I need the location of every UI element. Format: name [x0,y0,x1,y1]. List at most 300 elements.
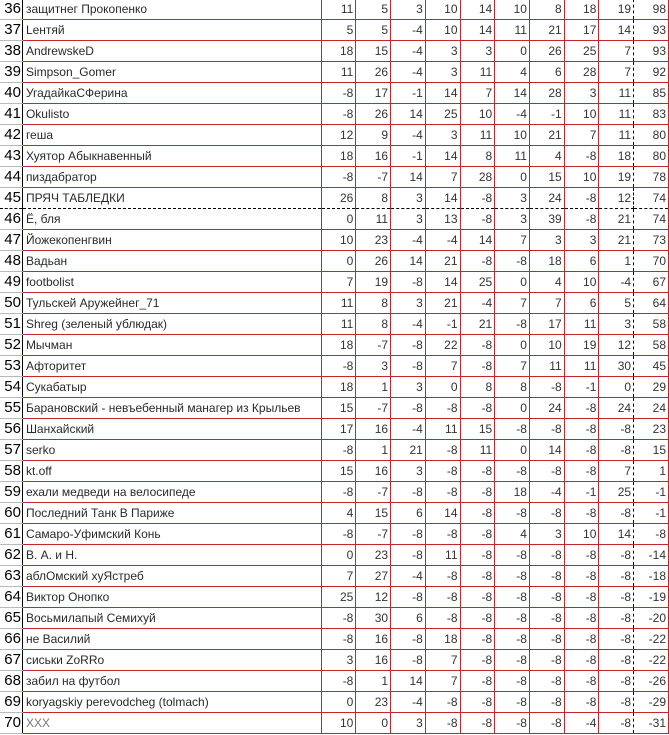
round-score-cell[interactable]: -8 [564,650,599,671]
round-score-cell[interactable]: -8 [321,524,356,545]
round-score-cell[interactable]: 4 [529,146,564,167]
total-score-cell[interactable]: 15 [634,440,669,461]
round-score-cell[interactable]: 14 [599,524,634,545]
round-score-cell[interactable]: 18 [599,146,634,167]
round-score-cell[interactable]: -8 [460,566,495,587]
round-score-cell[interactable]: 25 [425,104,460,125]
round-score-cell[interactable]: 15 [356,503,391,524]
round-score-cell[interactable]: -8 [495,713,530,734]
round-score-cell[interactable]: 10 [425,0,460,20]
round-score-cell[interactable]: -8 [495,671,530,692]
player-name-cell[interactable]: Shreg (зеленый ублюдак) [22,314,321,335]
round-score-cell[interactable]: -8 [529,461,564,482]
round-score-cell[interactable]: 10 [460,104,495,125]
round-score-cell[interactable]: -8 [564,440,599,461]
total-score-cell[interactable]: 74 [634,188,669,209]
round-score-cell[interactable]: 11 [564,314,599,335]
round-score-cell[interactable]: 6 [529,62,564,83]
round-score-cell[interactable]: 3 [391,293,426,314]
round-score-cell[interactable]: 14 [391,104,426,125]
round-score-cell[interactable]: 8 [356,314,391,335]
round-score-cell[interactable]: 6 [564,293,599,314]
round-score-cell[interactable]: -8 [460,608,495,629]
round-score-cell[interactable]: -8 [321,440,356,461]
round-score-cell[interactable]: -8 [495,629,530,650]
round-score-cell[interactable]: -8 [529,650,564,671]
round-score-cell[interactable]: 0 [495,41,530,62]
round-score-cell[interactable]: -8 [495,419,530,440]
round-score-cell[interactable]: 11 [425,545,460,566]
round-score-cell[interactable]: 12 [599,335,634,356]
round-score-cell[interactable]: -8 [321,608,356,629]
row-number[interactable]: 64 [0,587,22,608]
player-name-cell[interactable]: Барановский - невъебенный манагер из Крыльев [22,398,321,419]
round-score-cell[interactable]: 0 [321,251,356,272]
total-score-cell[interactable]: 83 [634,104,669,125]
total-score-cell[interactable]: 58 [634,314,669,335]
round-score-cell[interactable]: -8 [495,503,530,524]
round-score-cell[interactable]: 3 [391,461,426,482]
round-score-cell[interactable]: -8 [460,251,495,272]
round-score-cell[interactable]: -4 [391,314,426,335]
round-score-cell[interactable]: 19 [599,0,634,20]
round-score-cell[interactable]: 6 [564,251,599,272]
round-score-cell[interactable]: 11 [599,125,634,146]
round-score-cell[interactable]: 17 [356,83,391,104]
round-score-cell[interactable]: 0 [425,377,460,398]
round-score-cell[interactable]: -4 [391,62,426,83]
round-score-cell[interactable]: 14 [425,503,460,524]
round-score-cell[interactable]: -8 [460,713,495,734]
round-score-cell[interactable]: 21 [460,314,495,335]
round-score-cell[interactable]: 7 [460,83,495,104]
round-score-cell[interactable]: -7 [356,482,391,503]
round-score-cell[interactable]: -8 [599,692,634,713]
player-name-cell[interactable]: Виктор Онопко [22,587,321,608]
round-score-cell[interactable]: 18 [425,629,460,650]
total-score-cell[interactable]: 98 [634,0,669,20]
player-name-cell[interactable]: УгадайкаСФерина [22,83,321,104]
round-score-cell[interactable]: 11 [529,356,564,377]
row-number[interactable]: 49 [0,272,22,293]
round-score-cell[interactable]: 0 [321,545,356,566]
round-score-cell[interactable]: 17 [564,20,599,41]
player-name-cell[interactable]: ПРЯЧ ТАБЛЕДКИ [22,188,321,209]
round-score-cell[interactable]: 3 [356,356,391,377]
player-name-cell[interactable]: Самаро-Уфимский Конь [22,524,321,545]
round-score-cell[interactable]: 10 [529,335,564,356]
row-number[interactable]: 61 [0,524,22,545]
round-score-cell[interactable]: -8 [599,629,634,650]
round-score-cell[interactable]: -8 [564,692,599,713]
round-score-cell[interactable]: 3 [564,83,599,104]
round-score-cell[interactable]: 1 [356,377,391,398]
player-name-cell[interactable]: Тульскей Аружейнег_71 [22,293,321,314]
round-score-cell[interactable]: 5 [321,20,356,41]
round-score-cell[interactable]: 1 [599,251,634,272]
round-score-cell[interactable]: -8 [564,419,599,440]
round-score-cell[interactable]: -8 [495,461,530,482]
round-score-cell[interactable]: -7 [356,167,391,188]
round-score-cell[interactable]: 7 [529,293,564,314]
round-score-cell[interactable]: 4 [495,62,530,83]
row-number[interactable]: 52 [0,335,22,356]
round-score-cell[interactable]: -8 [529,419,564,440]
round-score-cell[interactable]: -1 [391,83,426,104]
round-score-cell[interactable]: 10 [321,713,356,734]
total-score-cell[interactable]: -20 [634,608,669,629]
round-score-cell[interactable]: 21 [529,125,564,146]
round-score-cell[interactable]: 0 [321,692,356,713]
round-score-cell[interactable]: 5 [599,293,634,314]
round-score-cell[interactable]: 23 [356,545,391,566]
round-score-cell[interactable]: 27 [356,566,391,587]
row-number[interactable]: 40 [0,83,22,104]
round-score-cell[interactable]: -7 [356,335,391,356]
round-score-cell[interactable]: 14 [425,83,460,104]
round-score-cell[interactable]: -8 [495,587,530,608]
round-score-cell[interactable]: -4 [391,41,426,62]
round-score-cell[interactable]: 16 [356,461,391,482]
row-number[interactable]: 56 [0,419,22,440]
round-score-cell[interactable]: 14 [391,671,426,692]
round-score-cell[interactable]: -8 [391,482,426,503]
round-score-cell[interactable]: -4 [391,125,426,146]
round-score-cell[interactable]: -4 [529,482,564,503]
round-score-cell[interactable]: -8 [460,482,495,503]
round-score-cell[interactable]: -4 [599,272,634,293]
round-score-cell[interactable]: -8 [391,524,426,545]
round-score-cell[interactable]: 10 [564,104,599,125]
round-score-cell[interactable]: -8 [495,545,530,566]
round-score-cell[interactable]: -8 [391,545,426,566]
round-score-cell[interactable]: 7 [425,671,460,692]
round-score-cell[interactable]: 3 [391,713,426,734]
round-score-cell[interactable]: 11 [460,125,495,146]
player-name-cell[interactable]: аблОмский хуЯстреб [22,566,321,587]
round-score-cell[interactable]: 24 [529,188,564,209]
total-score-cell[interactable]: -22 [634,650,669,671]
round-score-cell[interactable]: 24 [529,398,564,419]
round-score-cell[interactable]: -4 [425,230,460,251]
round-score-cell[interactable]: -8 [495,692,530,713]
round-score-cell[interactable]: -8 [425,608,460,629]
round-score-cell[interactable]: -8 [460,461,495,482]
round-score-cell[interactable]: 3 [425,125,460,146]
round-score-cell[interactable]: -4 [495,104,530,125]
row-number[interactable]: 50 [0,293,22,314]
round-score-cell[interactable]: -8 [391,629,426,650]
round-score-cell[interactable]: -1 [391,146,426,167]
round-score-cell[interactable]: 17 [529,314,564,335]
round-score-cell[interactable]: 14 [425,188,460,209]
round-score-cell[interactable]: -8 [564,629,599,650]
round-score-cell[interactable]: 11 [564,356,599,377]
player-name-cell[interactable]: геша [22,125,321,146]
round-score-cell[interactable]: 10 [425,20,460,41]
round-score-cell[interactable]: 18 [529,251,564,272]
total-score-cell[interactable]: 58 [634,335,669,356]
player-name-cell[interactable]: Вадьан [22,251,321,272]
row-number[interactable]: 41 [0,104,22,125]
total-score-cell[interactable]: -8 [634,524,669,545]
round-score-cell[interactable]: -8 [321,83,356,104]
round-score-cell[interactable]: 21 [425,293,460,314]
round-score-cell[interactable]: -8 [599,419,634,440]
round-score-cell[interactable]: 21 [599,230,634,251]
row-number[interactable]: 44 [0,167,22,188]
round-score-cell[interactable]: 5 [356,20,391,41]
round-score-cell[interactable]: 18 [321,335,356,356]
round-score-cell[interactable]: 21 [391,440,426,461]
player-name-cell[interactable]: Ё, бля [22,209,321,230]
row-number[interactable]: 59 [0,482,22,503]
round-score-cell[interactable]: 3 [321,650,356,671]
round-score-cell[interactable]: 7 [321,566,356,587]
round-score-cell[interactable]: -8 [425,587,460,608]
round-score-cell[interactable]: 4 [321,503,356,524]
round-score-cell[interactable]: 19 [564,335,599,356]
round-score-cell[interactable]: -8 [321,167,356,188]
round-score-cell[interactable]: 11 [321,293,356,314]
player-name-cell[interactable]: ехали медведи на велосипеде [22,482,321,503]
round-score-cell[interactable]: 18 [495,482,530,503]
round-score-cell[interactable]: -8 [460,398,495,419]
player-name-cell[interactable]: Сукабатыр [22,377,321,398]
round-score-cell[interactable]: 7 [599,62,634,83]
round-score-cell[interactable]: -8 [564,188,599,209]
row-number[interactable]: 53 [0,356,22,377]
round-score-cell[interactable]: -8 [321,356,356,377]
player-name-cell[interactable]: Шанхайский [22,419,321,440]
round-score-cell[interactable]: -8 [425,482,460,503]
round-score-cell[interactable]: -8 [495,566,530,587]
round-score-cell[interactable]: -8 [460,188,495,209]
round-score-cell[interactable]: 6 [391,608,426,629]
round-score-cell[interactable]: -8 [564,503,599,524]
round-score-cell[interactable]: -8 [599,713,634,734]
round-score-cell[interactable]: 25 [460,272,495,293]
round-score-cell[interactable]: -8 [495,650,530,671]
round-score-cell[interactable]: -8 [391,356,426,377]
round-score-cell[interactable]: -8 [599,650,634,671]
round-score-cell[interactable]: 7 [599,461,634,482]
round-score-cell[interactable]: 4 [529,272,564,293]
round-score-cell[interactable]: -8 [425,398,460,419]
round-score-cell[interactable]: -7 [356,524,391,545]
round-score-cell[interactable]: -8 [460,629,495,650]
round-score-cell[interactable]: 28 [529,83,564,104]
row-number[interactable]: 43 [0,146,22,167]
round-score-cell[interactable]: -8 [321,104,356,125]
round-score-cell[interactable]: 14 [460,230,495,251]
row-number[interactable]: 65 [0,608,22,629]
round-score-cell[interactable]: 3 [425,62,460,83]
round-score-cell[interactable]: -8 [460,650,495,671]
round-score-cell[interactable]: 13 [425,209,460,230]
round-score-cell[interactable]: 18 [564,0,599,20]
round-score-cell[interactable]: 11 [321,0,356,20]
row-number[interactable]: 36 [0,0,22,20]
row-number[interactable]: 47 [0,230,22,251]
round-score-cell[interactable]: 16 [356,146,391,167]
total-score-cell[interactable]: 23 [634,419,669,440]
round-score-cell[interactable]: -4 [460,293,495,314]
round-score-cell[interactable]: 28 [564,62,599,83]
round-score-cell[interactable]: 3 [425,41,460,62]
round-score-cell[interactable]: 8 [356,188,391,209]
round-score-cell[interactable]: 26 [529,41,564,62]
round-score-cell[interactable]: 28 [460,167,495,188]
round-score-cell[interactable]: 5 [356,0,391,20]
round-score-cell[interactable]: 8 [460,377,495,398]
total-score-cell[interactable]: 73 [634,230,669,251]
round-score-cell[interactable]: 15 [321,398,356,419]
player-name-cell[interactable]: Simpson_Gomer [22,62,321,83]
player-name-cell[interactable]: сиськи ZoRRo [22,650,321,671]
player-name-cell[interactable]: Последний Танк В Париже [22,503,321,524]
round-score-cell[interactable]: 19 [599,167,634,188]
round-score-cell[interactable]: 26 [356,62,391,83]
round-score-cell[interactable]: 7 [564,125,599,146]
player-name-cell[interactable]: koryagskiy perevodcheg (tolmach) [22,692,321,713]
row-number[interactable]: 39 [0,62,22,83]
round-score-cell[interactable]: -1 [564,377,599,398]
round-score-cell[interactable]: 15 [529,167,564,188]
round-score-cell[interactable]: -8 [564,671,599,692]
round-score-cell[interactable]: -8 [599,587,634,608]
round-score-cell[interactable]: 23 [356,692,391,713]
round-score-cell[interactable]: 3 [391,188,426,209]
player-name-cell[interactable]: Мычман [22,335,321,356]
total-score-cell[interactable]: 93 [634,41,669,62]
player-name-cell[interactable]: XXX [22,713,321,734]
round-score-cell[interactable]: 3 [391,377,426,398]
round-score-cell[interactable]: 7 [495,293,530,314]
round-score-cell[interactable]: 3 [391,209,426,230]
row-number[interactable]: 38 [0,41,22,62]
round-score-cell[interactable]: -4 [391,230,426,251]
round-score-cell[interactable]: 11 [321,62,356,83]
round-score-cell[interactable]: 16 [356,629,391,650]
round-score-cell[interactable]: -8 [425,713,460,734]
total-score-cell[interactable]: 1 [634,461,669,482]
round-score-cell[interactable]: -8 [321,482,356,503]
round-score-cell[interactable]: 12 [321,125,356,146]
round-score-cell[interactable]: -8 [599,440,634,461]
total-score-cell[interactable]: -26 [634,671,669,692]
round-score-cell[interactable]: 1 [356,671,391,692]
row-number[interactable]: 62 [0,545,22,566]
round-score-cell[interactable]: 15 [356,41,391,62]
total-score-cell[interactable]: 80 [634,146,669,167]
round-score-cell[interactable]: 10 [495,125,530,146]
round-score-cell[interactable]: 26 [321,188,356,209]
round-score-cell[interactable]: -7 [356,398,391,419]
round-score-cell[interactable]: 0 [495,272,530,293]
round-score-cell[interactable]: 6 [391,503,426,524]
total-score-cell[interactable]: 78 [634,167,669,188]
round-score-cell[interactable]: 25 [564,41,599,62]
round-score-cell[interactable]: -8 [321,629,356,650]
round-score-cell[interactable]: -8 [460,524,495,545]
round-score-cell[interactable]: -8 [460,356,495,377]
total-score-cell[interactable]: -1 [634,482,669,503]
round-score-cell[interactable]: -8 [529,377,564,398]
round-score-cell[interactable]: -8 [460,692,495,713]
player-name-cell[interactable]: не Василий [22,629,321,650]
round-score-cell[interactable]: -8 [529,587,564,608]
round-score-cell[interactable]: -8 [564,566,599,587]
player-name-cell[interactable]: AndrewskeD [22,41,321,62]
round-score-cell[interactable]: 11 [425,419,460,440]
round-score-cell[interactable]: -8 [529,503,564,524]
total-score-cell[interactable]: 92 [634,62,669,83]
round-score-cell[interactable]: 11 [356,209,391,230]
round-score-cell[interactable]: -8 [425,461,460,482]
round-score-cell[interactable]: 11 [495,20,530,41]
round-score-cell[interactable]: -4 [391,566,426,587]
round-score-cell[interactable]: 26 [356,104,391,125]
round-score-cell[interactable]: 26 [356,251,391,272]
round-score-cell[interactable]: 19 [356,272,391,293]
round-score-cell[interactable]: 10 [564,272,599,293]
row-number[interactable]: 45 [0,188,22,209]
total-score-cell[interactable]: -18 [634,566,669,587]
round-score-cell[interactable]: 11 [495,146,530,167]
round-score-cell[interactable]: -8 [425,524,460,545]
round-score-cell[interactable]: -8 [425,440,460,461]
round-score-cell[interactable]: -8 [529,671,564,692]
player-name-cell[interactable]: забил на футбол [22,671,321,692]
player-name-cell[interactable]: Йожекопенгвин [22,230,321,251]
total-score-cell[interactable]: -29 [634,692,669,713]
round-score-cell[interactable]: -8 [564,461,599,482]
round-score-cell[interactable]: -8 [564,146,599,167]
round-score-cell[interactable]: 12 [599,188,634,209]
round-score-cell[interactable]: 10 [564,524,599,545]
row-number[interactable]: 67 [0,650,22,671]
round-score-cell[interactable]: 11 [321,314,356,335]
round-score-cell[interactable]: 1 [356,440,391,461]
round-score-cell[interactable]: -8 [599,503,634,524]
round-score-cell[interactable]: -8 [460,503,495,524]
player-name-cell[interactable]: защитнег Прокопенко [22,0,321,20]
round-score-cell[interactable]: 12 [356,587,391,608]
total-score-cell[interactable]: 74 [634,209,669,230]
round-score-cell[interactable]: 21 [529,20,564,41]
row-number[interactable]: 69 [0,692,22,713]
round-score-cell[interactable]: 23 [356,230,391,251]
player-name-cell[interactable]: Восьмилапый Семихуй [22,608,321,629]
round-score-cell[interactable]: 4 [495,524,530,545]
round-score-cell[interactable]: 3 [391,0,426,20]
round-score-cell[interactable]: -8 [529,545,564,566]
round-score-cell[interactable]: 0 [495,398,530,419]
round-score-cell[interactable]: -8 [391,398,426,419]
round-score-cell[interactable]: 14 [391,251,426,272]
round-score-cell[interactable]: -4 [564,713,599,734]
round-score-cell[interactable]: 11 [460,440,495,461]
round-score-cell[interactable]: 21 [599,209,634,230]
round-score-cell[interactable]: -8 [599,671,634,692]
round-score-cell[interactable]: 3 [495,209,530,230]
player-name-cell[interactable]: Афторитет [22,356,321,377]
round-score-cell[interactable]: 10 [495,0,530,20]
round-score-cell[interactable]: 21 [425,251,460,272]
round-score-cell[interactable]: -8 [391,272,426,293]
round-score-cell[interactable]: 14 [529,440,564,461]
